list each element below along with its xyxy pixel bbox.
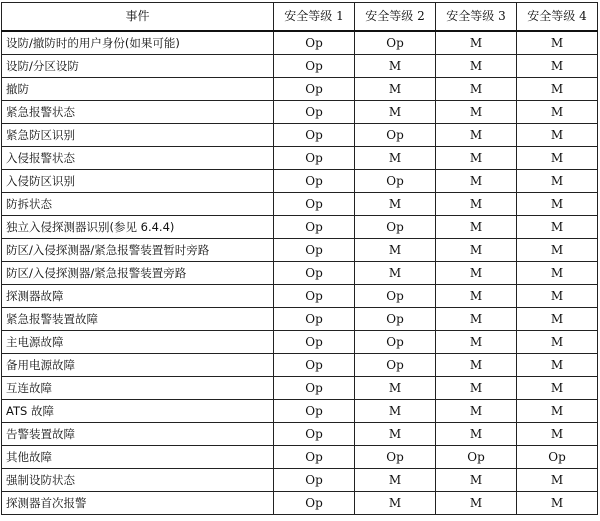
- security-level-1-cell: Op: [274, 285, 355, 308]
- table-body: [2, 31, 598, 515]
- table-row: [2, 239, 598, 262]
- security-level-4-cell: M: [517, 216, 598, 239]
- event-cell: 撤防: [2, 78, 274, 101]
- security-level-4-cell: M: [517, 170, 598, 193]
- event-cell: 强制设防状态: [2, 469, 274, 492]
- event-cell: 入侵防区识别: [2, 170, 274, 193]
- security-level-2-cell: M: [355, 469, 436, 492]
- table-row: [2, 193, 598, 216]
- security-level-3-cell: M: [436, 216, 517, 239]
- security-level-3-cell: M: [436, 193, 517, 216]
- security-level-4-cell: M: [517, 55, 598, 78]
- security-level-1-cell: Op: [274, 469, 355, 492]
- security-level-1-cell: Op: [274, 101, 355, 124]
- security-level-2-cell: Op: [355, 308, 436, 331]
- security-level-4-cell: M: [517, 377, 598, 400]
- security-level-1-cell: Op: [274, 423, 355, 446]
- table-header-row: [2, 3, 598, 32]
- security-level-3-cell: M: [436, 262, 517, 285]
- security-level-4-cell: M: [517, 400, 598, 423]
- security-level-2-cell: M: [355, 400, 436, 423]
- security-level-2-cell: M: [355, 239, 436, 262]
- table-row: [2, 216, 598, 239]
- event-cell: 探测器故障: [2, 285, 274, 308]
- header-security-level-3: 安全等级 3: [436, 3, 517, 32]
- security-level-4-cell: M: [517, 469, 598, 492]
- security-level-4-cell: M: [517, 308, 598, 331]
- security-level-2-cell: M: [355, 55, 436, 78]
- table-row: [2, 423, 598, 446]
- security-level-3-cell: M: [436, 423, 517, 446]
- security-level-4-cell: M: [517, 147, 598, 170]
- security-level-4-cell: M: [517, 331, 598, 354]
- security-level-2-cell: Op: [355, 354, 436, 377]
- security-level-1-cell: Op: [274, 78, 355, 101]
- table-row: [2, 354, 598, 377]
- security-level-3-cell: M: [436, 285, 517, 308]
- table-row: [2, 285, 598, 308]
- event-cell: 防区/入侵探测器/紧急报警装置旁路: [2, 262, 274, 285]
- event-cell: 告警装置故障: [2, 423, 274, 446]
- security-level-1-cell: Op: [274, 377, 355, 400]
- security-level-3-cell: M: [436, 400, 517, 423]
- table-row: [2, 262, 598, 285]
- event-cell: 互连故障: [2, 377, 274, 400]
- event-cell: 主电源故障: [2, 331, 274, 354]
- security-level-3-cell: M: [436, 469, 517, 492]
- security-level-1-cell: Op: [274, 446, 355, 469]
- security-level-1-cell: Op: [274, 400, 355, 423]
- security-level-1-cell: Op: [274, 216, 355, 239]
- event-cell: 防拆状态: [2, 193, 274, 216]
- security-level-2-cell: M: [355, 78, 436, 101]
- security-level-4-cell: M: [517, 239, 598, 262]
- table-row: [2, 78, 598, 101]
- table-row: [2, 469, 598, 492]
- security-level-4-cell: M: [517, 492, 598, 515]
- security-level-2-cell: M: [355, 193, 436, 216]
- security-level-4-cell: M: [517, 31, 598, 55]
- security-level-1-cell: Op: [274, 31, 355, 55]
- security-level-2-cell: M: [355, 147, 436, 170]
- header-event: 事件: [2, 3, 274, 32]
- event-cell: 设防/撤防时的用户身份(如果可能): [2, 31, 274, 55]
- table-row: [2, 170, 598, 193]
- table-row: [2, 492, 598, 515]
- security-level-1-cell: Op: [274, 262, 355, 285]
- security-level-2-cell: Op: [355, 216, 436, 239]
- event-security-level-table: [1, 2, 598, 515]
- security-level-3-cell: M: [436, 377, 517, 400]
- security-level-2-cell: Op: [355, 331, 436, 354]
- security-level-4-cell: M: [517, 423, 598, 446]
- header-security-level-4: 安全等级 4: [517, 3, 598, 32]
- security-level-4-cell: M: [517, 193, 598, 216]
- security-level-1-cell: Op: [274, 331, 355, 354]
- event-cell: ATS 故障: [2, 400, 274, 423]
- table-row: [2, 308, 598, 331]
- security-level-1-cell: Op: [274, 170, 355, 193]
- security-level-1-cell: Op: [274, 492, 355, 515]
- security-level-4-cell: Op: [517, 446, 598, 469]
- security-level-1-cell: Op: [274, 55, 355, 78]
- table-row: [2, 147, 598, 170]
- security-level-3-cell: M: [436, 170, 517, 193]
- table-row: [2, 377, 598, 400]
- security-level-1-cell: Op: [274, 239, 355, 262]
- table-row: [2, 331, 598, 354]
- security-level-3-cell: M: [436, 101, 517, 124]
- security-level-2-cell: M: [355, 423, 436, 446]
- event-cell: 紧急报警装置故障: [2, 308, 274, 331]
- security-level-3-cell: M: [436, 31, 517, 55]
- security-level-3-cell: M: [436, 147, 517, 170]
- event-cell: 独立入侵探测器识别(参见 6.4.4): [2, 216, 274, 239]
- security-level-2-cell: Op: [355, 31, 436, 55]
- security-level-3-cell: M: [436, 124, 517, 147]
- table-row: [2, 101, 598, 124]
- event-cell: 紧急报警状态: [2, 101, 274, 124]
- security-level-3-cell: Op: [436, 446, 517, 469]
- security-level-4-cell: M: [517, 354, 598, 377]
- security-level-2-cell: M: [355, 101, 436, 124]
- event-cell: 紧急防区识别: [2, 124, 274, 147]
- security-level-1-cell: Op: [274, 308, 355, 331]
- security-level-2-cell: M: [355, 377, 436, 400]
- security-level-2-cell: Op: [355, 285, 436, 308]
- security-level-4-cell: M: [517, 285, 598, 308]
- security-level-1-cell: Op: [274, 147, 355, 170]
- security-level-1-cell: Op: [274, 193, 355, 216]
- security-level-2-cell: Op: [355, 124, 436, 147]
- header-security-level-2: 安全等级 2: [355, 3, 436, 32]
- event-cell: 备用电源故障: [2, 354, 274, 377]
- security-level-4-cell: M: [517, 262, 598, 285]
- security-level-3-cell: M: [436, 308, 517, 331]
- table-row: [2, 446, 598, 469]
- table-row: [2, 31, 598, 55]
- security-level-2-cell: M: [355, 492, 436, 515]
- security-level-2-cell: M: [355, 262, 436, 285]
- header-security-level-1: 安全等级 1: [274, 3, 355, 32]
- security-level-1-cell: Op: [274, 354, 355, 377]
- security-level-3-cell: M: [436, 78, 517, 101]
- security-level-3-cell: M: [436, 492, 517, 515]
- security-level-3-cell: M: [436, 239, 517, 262]
- security-level-2-cell: Op: [355, 170, 436, 193]
- event-cell: 其他故障: [2, 446, 274, 469]
- security-level-3-cell: M: [436, 331, 517, 354]
- table-row: [2, 55, 598, 78]
- event-cell: 防区/入侵探测器/紧急报警装置暂时旁路: [2, 239, 274, 262]
- security-level-4-cell: M: [517, 78, 598, 101]
- security-level-2-cell: Op: [355, 446, 436, 469]
- event-cell: 探测器首次报警: [2, 492, 274, 515]
- table-row: [2, 124, 598, 147]
- table-row: [2, 400, 598, 423]
- event-cell: 入侵报警状态: [2, 147, 274, 170]
- security-level-4-cell: M: [517, 124, 598, 147]
- security-level-3-cell: M: [436, 354, 517, 377]
- security-level-1-cell: Op: [274, 124, 355, 147]
- security-level-3-cell: M: [436, 55, 517, 78]
- security-level-4-cell: M: [517, 101, 598, 124]
- event-cell: 设防/分区设防: [2, 55, 274, 78]
